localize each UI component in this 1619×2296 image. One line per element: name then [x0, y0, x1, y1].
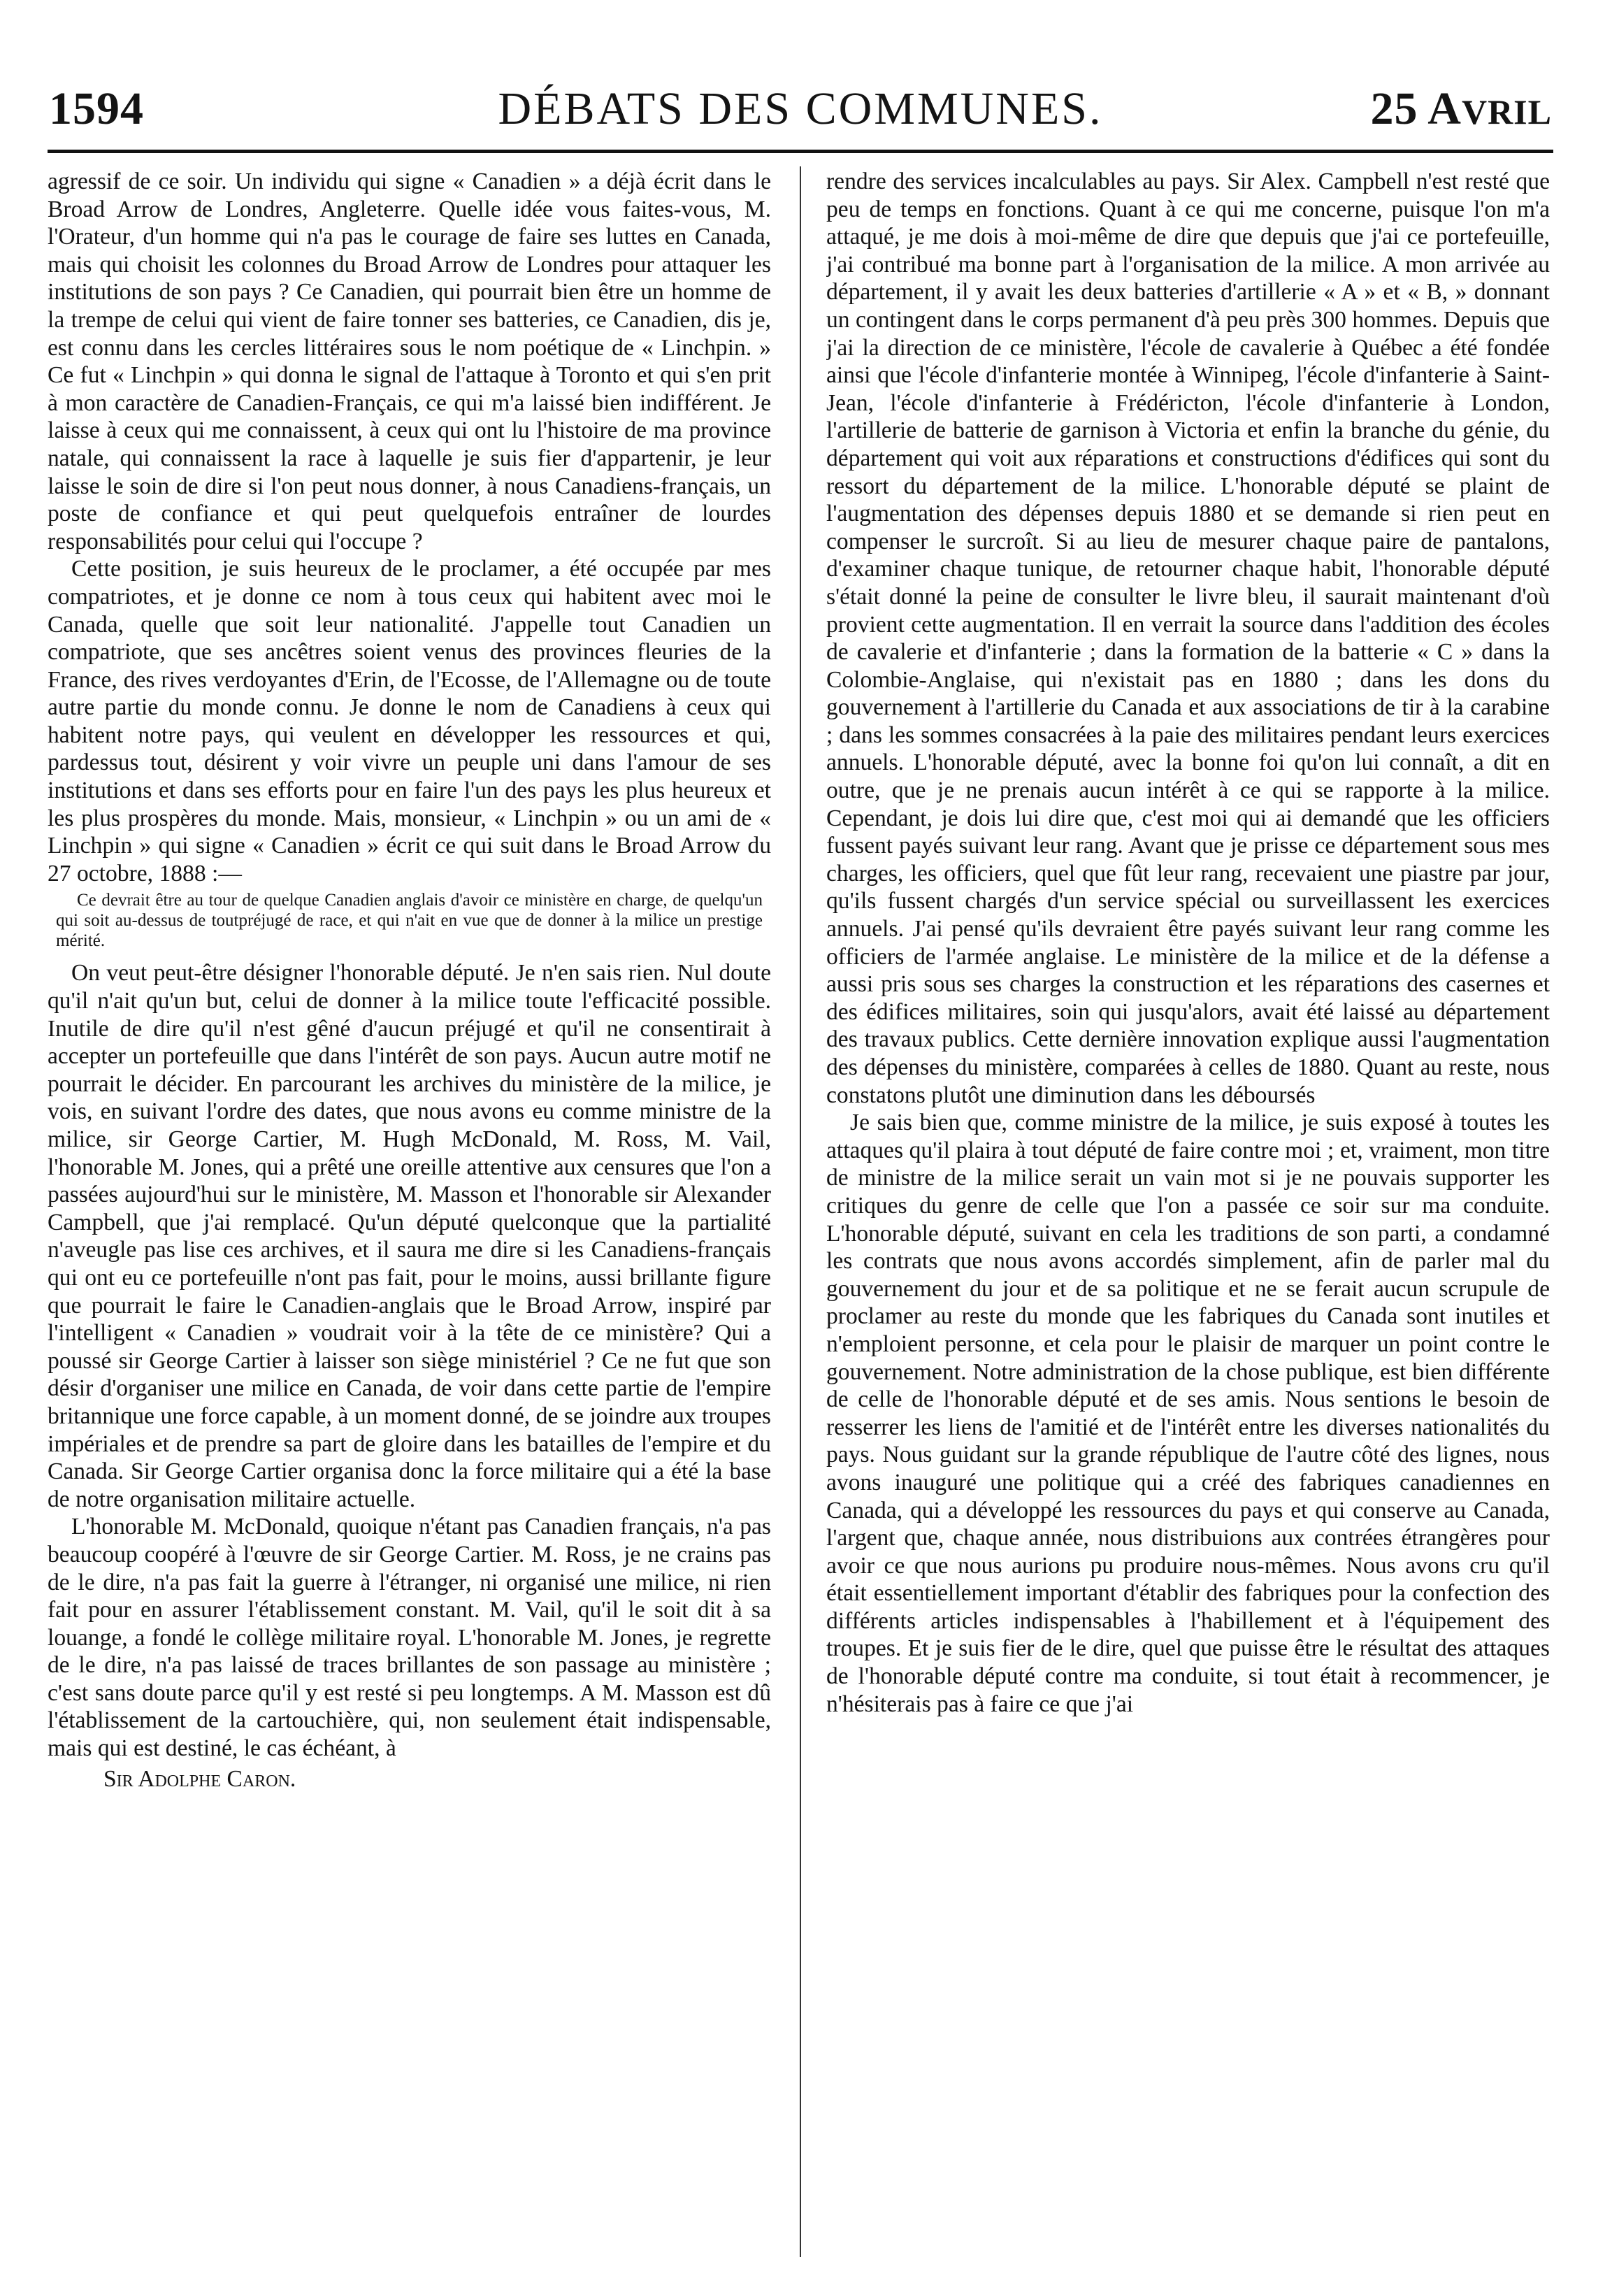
- speaker-signature: [48, 1765, 771, 1793]
- column-divider: [800, 166, 801, 2257]
- date-month-initial: A: [1427, 83, 1462, 134]
- page-title: DÉBATS DES COMMUNES.: [498, 83, 1103, 134]
- date-day: 25: [1370, 83, 1418, 134]
- left-paragraph-3: On veut peut-être désigner l'honorable député. Je n'en sais rien. Nul doute qu'il n'ait qu'un but, celui de donner à la milice toute l'efficacité possible. Inutile de dire qu'il n'est gêné d'aucun préjugé et qu'il ne consentirait à accepter un portefeuille que dans l'intérêt de son pays. Aucun autre motif ne pourrait le décider. En parcourant les archives du ministère de la milice, je vois, en suivant l'ordre des dates, que nous avons eu comme ministre de la milice, sir George Cartier, M. Hugh McDonald, M. Ross, M. Vail, l'honorable M. Jones, qui a prêté une oreille attentive aux censures que l'on a passées aujourd'hui sur le ministère, M. Masson et l'honorable sir Alexander Campbell, que j'ai remplacé. Qu'un député quelconque que la partialité n'aveugle pas lise ces archives, et il saura me dire si les Canadiens-français qui ont eu ce portefeuille n'ont pas fait, pour le moins, aussi brillante figure que pourrait le faire le Canadien-anglais que le Broad Arrow, inspiré par l'intelligent « Canadien » voudrait voir à la tête de ce ministère? Qui a poussé sir George Cartier à laisser son siège ministériel ? Ce ne fut que son désir d'organiser une milice en Canada, de voir dans cette partie de l'empire britannique une force capable, à un moment donné, de se joindre aux troupes impériales et de prendre sa part de gloire dans les batailles de l'empire et du Canada. Sir George Cartier organisa donc la force militaire qui a été la base de notre organisation militaire actuelle.: [48, 960, 771, 1512]
- date-month-rest: VRIL: [1461, 92, 1552, 131]
- speaker-name: Sir Adolphe Caron.: [103, 1765, 296, 1792]
- right-paragraph-1: rendre des services incalculables au pays. Sir Alex. Campbell n'est resté que peu de temps en fonctions. Quant à ce qui me concerne, puisque l'on m'a attaqué, je me dois à moi-même de dire que depuis que j'ai ce portefeuille, j'ai contribué ma bonne part à l'organisation de la milice. A mon arrivée au département, il y avait les deux batteries d'artillerie « A » et « B, » donnant un contingent dans le corps permanent d'à peu près 300 hommes. Depuis que j'ai la direction de ce ministère, l'école de cavalerie à Québec a été fondée ainsi que l'école d'infanterie montée à Winnipeg, l'école d'infanterie à Saint-Jean, l'école d'infanterie à Frédéricton, l'école d'infanterie à London, l'artillerie de batterie de garnison à Victoria et enfin la branche du génie, du département qui voit aux réparations et constructions d'édifices qui sont du ressort du département de la milice. L'honorable député se plaint de l'augmentation des dépenses depuis 1880 et se demande si rien peut en compenser le surcroît. Si au lieu de mesurer chaque paire de pantalons, d'examiner chaque tunique, de retourner chaque habit, l'honorable député s'était donné la peine de consulter le livre bleu, il saurait maintenant d'où provient cette augmentation. Il en verrait la source dans l'addition des écoles de cavalerie et d'infanterie ; dans la formation de la batterie « C » dans la Colombie-Anglaise, qui n'existait pas en 1880 ; dans les dons du gouvernement à l'artillerie du Canada et aux associations de tir à la carabine ; dans les sommes consacrées à la paie des militaires pendant leurs exercices annuels. L'honorable député, avec la bonne foi qu'on lui connaît, a dit en outre, que je ne prenais aucun intérêt à ce qui se rapporte à la milice. Cependant, je dois lui dire que, c'est moi qui ai demandé que les officiers fussent payés suivant leur rang. Avant que je prisse ce département sous mes charges, les officiers, quel que fût leur rang, recevaient une piastre par jour, qu'ils fussent chargés d'un service spécial ou surveillassent les exercices annuels. J'ai pensé qu'ils devraient être payés suivant leur rang comme les officiers de l'armée anglaise. Le ministère de la milice et de la défense a aussi pris sous ses charges la construction et les réparations des casernes et des édifices militaires, soin qui jusqu'alors, avait été laissé au département des travaux publics. Cette dernière innovation explique aussi l'augmentation des dépenses du ministère, comparées à celles de 1880. Quant au reste, nous constatons plutôt une diminution dans les déboursés: [826, 168, 1550, 1108]
- left-paragraph-2: Cette position, je suis heureux de le proclamer, a été occupée par mes compatriotes, et je donne ce nom à tous ceux qui habitent avec moi le Canada, quelle que soit leur nationalité. J'appelle tout Canadien un compatriote, que ses ancêtres soient venus des provinces fleuries de la France, des rives verdoyantes d'Erin, de l'Ecosse, de l'Allemagne ou de toute autre partie du monde connu. Je donne le nom de Canadiens à ceux qui habitent notre pays, qui veulent en développer les ressources et qui, pardessus tout, désirent y voir vivre un peuple uni dans l'amour de ses institutions et dans ses efforts pour en faire l'un des pays les plus heureux et les plus prospères du monde. Mais, monsieur, « Linchpin » ou un ami de « Linchpin » qui signe « Canadien » écrit ce qui suit dans le Broad Arrow du 27 octobre, 1888 :—: [48, 556, 771, 887]
- header-rule: [48, 150, 1553, 153]
- page-number: 1594: [49, 83, 144, 134]
- right-column: [826, 168, 1550, 2272]
- left-paragraph-4: L'honorable M. McDonald, quoique n'étant pas Canadien français, n'a pas beaucoup coopéré à l'œuvre de sir George Cartier. M. Ross, je ne crains pas de le dire, n'a pas fait la guerre à l'étranger, ni organisé une milice, ni rien fait pour en assurer l'établissement constant. M. Vail, qu'il le soit dit à sa louange, a fondé le collège militaire royal. L'honorable M. Jones, je regrette de le dire, n'a pas laissé de traces brillantes de son passage au ministère ; c'est sans doute parce qu'il y est resté si peu longtemps. A M. Masson est dû l'établissement de la cartouchière, qui, non seulement était indispensable, mais qui est destiné, le cas échéant, à: [48, 1514, 771, 1762]
- block-quote: Ce devrait être au tour de quelque Canadien anglais d'avoir ce ministère en charge, de quelqu'un qui soit au-dessus de toutpréjugé de race, et qui n'ait en vue que de donner à la milice un prestige mérité.: [56, 891, 763, 951]
- left-column: [48, 168, 771, 2272]
- right-paragraph-2: Je sais bien que, comme ministre de la milice, je suis exposé à toutes les attaques qu'il plaira à tout député de faire contre moi ; et, vraiment, mon titre de ministre de la milice serait un vain mot si je ne pouvais supporter les critiques du genre de celle que l'on a passée ce soir sur ma conduite. L'honorable député, suivant en cela les traditions de son parti, a condamné les contrats que nous avons accordés simplement, afin de parler mal du gouvernement du jour et de sa politique et ne se ferait aucun scrupule de proclamer au reste du monde que les fabriques du Canada sont inutiles et n'emploient personne, et cela pour le plaisir de marquer un point contre le gouvernement. Notre administration de la chose publique, est bien différente de celle de l'honorable député et de ses amis. Nous sentions le besoin de resserrer les liens de l'amitié et de l'intérêt entre les diverses nationalités du pays. Nous guidant sur la grande république de l'autre côté des lignes, nous avons inauguré une politique qui a créé des fabriques canadiennes en Canada, qui a développé les ressources du pays et qui conserve au Canada, l'argent que, chaque année, nous distribuions aux contrées étrangères pour avoir ce que nous aurions pu produire nous-mêmes. Nous avons cru qu'il était essentiellement important d'établir des fabriques pour la confection des différents articles indispensables à l'habillement et à l'équipement des troupes. Et je suis fier de le dire, quel que puisse être le résultat des attaques de l'honorable député contre ma conduite, si tout était à recommencer, je n'hésiterais pas à faire ce que j'ai: [826, 1110, 1550, 1717]
- page-header: [49, 82, 1552, 145]
- header-date: [1370, 82, 1552, 136]
- left-paragraph-1: agressif de ce soir. Un individu qui signe « Canadien » a déjà écrit dans le Broad Arrow de Londres, Angleterre. Quelle idée vous faites-vous, M. l'Orateur, d'un homme qui n'a pas le courage de faire ses luttes en Canada, mais qui choisit les colonnes du Broad Arrow de Londres pour attaquer les institutions de son pays ? Ce Canadien, qui pourrait bien être un homme de la trempe de celui qui vient de faire tonner ses batteries, ce Canadien, dis je, est connu dans les cercles littéraires sous le nom poétique de « Linchpin. » Ce fut « Linchpin » qui donna le signal de l'attaque à Toronto et qui s'en prit à mon caractère de Canadien-Français, ce qui m'a laissé bien indifférent. Je laisse à ceux qui me connaissent, à ceux qui ont lu l'histoire de ma province natale, qui connaissent la race à laquelle je suis fier d'appartenir, je leur laisse le soin de dire si l'on peut nous donner, à nous Canadiens-français, un poste de confiance et qui peut quelquefois entraîner de lourdes responsabilités pour celui qui l'occupe ?: [48, 168, 771, 554]
